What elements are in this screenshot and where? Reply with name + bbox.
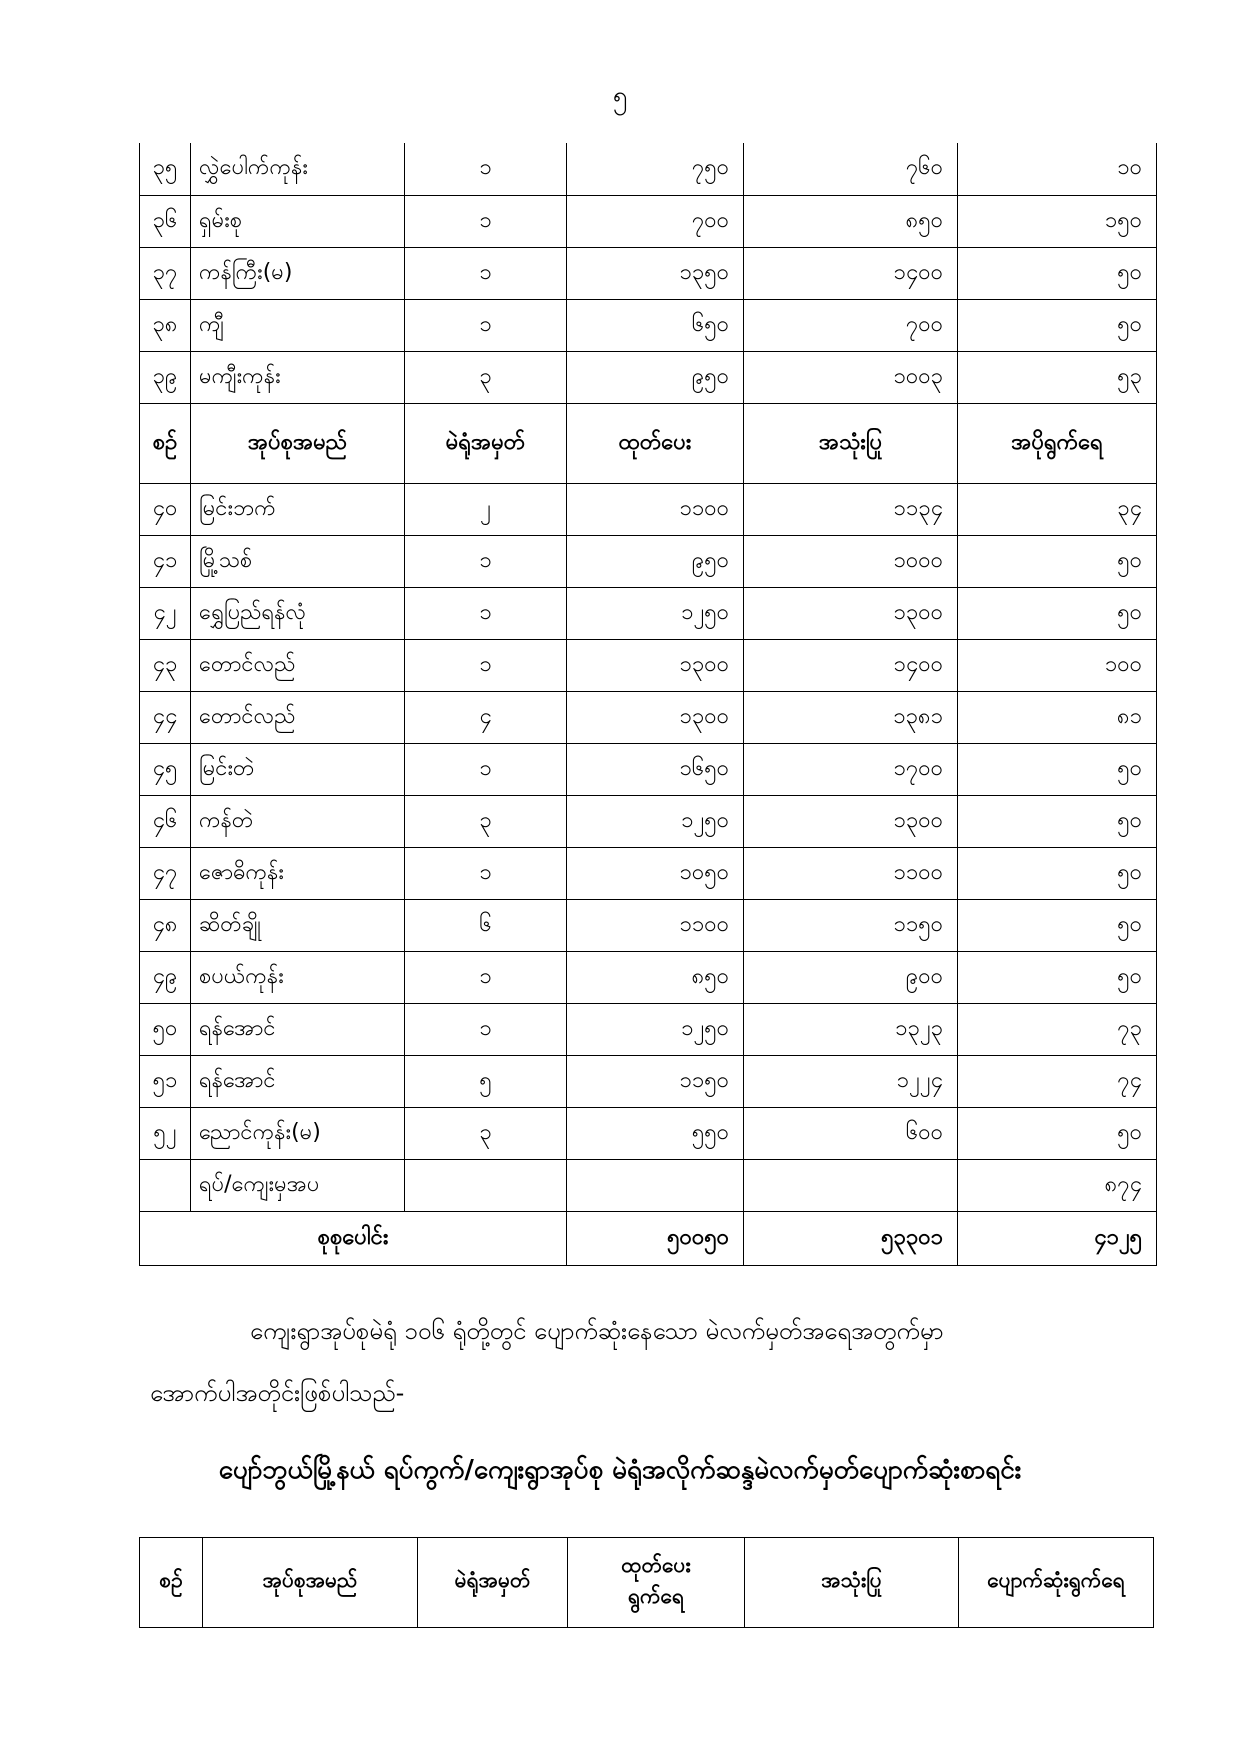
cell-surplus: ၃၄: [958, 483, 1157, 535]
cell-issued: ၁၂၅၀: [567, 1003, 744, 1055]
table-row-subtotal: [140, 1159, 1157, 1211]
cell-ward: ၂: [405, 483, 567, 535]
table-header-row: [140, 403, 1157, 483]
cell-issued: ၁၀၅၀: [567, 847, 744, 899]
cell-issued: ၁၃၀၀: [567, 691, 744, 743]
cell-name: ရှမ်းစု: [191, 195, 405, 247]
cell-no: ၅၀: [140, 1003, 191, 1055]
table-row: [140, 587, 1157, 639]
cell-ward: ၁: [405, 587, 567, 639]
cell-issued: ၁၃၅၀: [567, 247, 744, 299]
table-row: [140, 299, 1157, 351]
cell-surplus: ၅၀: [958, 951, 1157, 1003]
cell-used: ၁၁၀၀: [744, 847, 958, 899]
paragraph-line-1: [150, 1300, 1155, 1362]
cell-surplus: ၅၀: [958, 847, 1157, 899]
cell-no: ၄၉: [140, 951, 191, 1003]
table-row: [140, 743, 1157, 795]
table-row: [140, 195, 1157, 247]
cell-no: ၄၄: [140, 691, 191, 743]
table-row: [140, 483, 1157, 535]
cell-used: ၁၀၀၀: [744, 535, 958, 587]
header-used: အသုံးပြု: [745, 1538, 959, 1628]
cell-issued: ၁၆၅၀: [567, 743, 744, 795]
cell-used: ၁၃၀၀: [744, 587, 958, 639]
cell-used: ၁၁၃၄: [744, 483, 958, 535]
cell-no: ၄၃: [140, 639, 191, 691]
cell-issued: ၁၁၀၀: [567, 483, 744, 535]
table-row: [140, 1107, 1157, 1159]
header-ward: မဲရုံအမှတ်: [418, 1538, 568, 1628]
cell-surplus: ၅၀: [958, 535, 1157, 587]
cell-no: ၄၂: [140, 587, 191, 639]
cell-ward: ၁: [405, 535, 567, 587]
total-surplus: ၄၁၂၅: [958, 1211, 1157, 1265]
cell-no: ၃၉: [140, 351, 191, 403]
cell-issued: ၁၂၅၀: [567, 795, 744, 847]
cell-issued: [567, 1159, 744, 1211]
header-no: စဉ်: [140, 403, 191, 483]
cell-ward: ၃: [405, 351, 567, 403]
header-issued-line-2: ရွက်ရေ: [627, 1583, 685, 1608]
cell-surplus: ၅၀: [958, 587, 1157, 639]
cell-ward: ၁: [405, 847, 567, 899]
cell-name: မြင်းဘက်: [191, 483, 405, 535]
cell-no: ၄၀: [140, 483, 191, 535]
cell-surplus: ၅၀: [958, 1107, 1157, 1159]
cell-name: မကျီးကုန်း: [191, 351, 405, 403]
cell-ward: ၄: [405, 691, 567, 743]
header-no: စဉ်: [140, 1538, 203, 1628]
table-row: [140, 951, 1157, 1003]
total-used: ၅၃၃၀၁: [744, 1211, 958, 1265]
cell-name: မြို့သစ်: [191, 535, 405, 587]
table-row: [140, 691, 1157, 743]
table-row: [140, 1003, 1157, 1055]
cell-name: လွှဲပေါက်ကုန်း: [191, 143, 405, 195]
cell-ward: ၁: [405, 247, 567, 299]
table-row: [140, 795, 1157, 847]
cell-issued: ၈၅၀: [567, 951, 744, 1003]
cell-issued: ၁၁၀၀: [567, 899, 744, 951]
cell-surplus: ၁၀: [958, 143, 1157, 195]
cell-issued: ၅၅၀: [567, 1107, 744, 1159]
cell-used: ၆၀၀: [744, 1107, 958, 1159]
cell-name: ကန်တဲ: [191, 795, 405, 847]
cell-no: ၃၈: [140, 299, 191, 351]
cell-surplus: ၅၀: [958, 743, 1157, 795]
cell-surplus: ၁၅၀: [958, 195, 1157, 247]
table-row: [140, 847, 1157, 899]
cell-name: မြင်းတဲ: [191, 743, 405, 795]
cell-no: ၄၇: [140, 847, 191, 899]
cell-name: ရွှေပြည်ရန်လုံ: [191, 587, 405, 639]
cell-surplus: ၅၀: [958, 247, 1157, 299]
cell-used: ၁၃၂၃: [744, 1003, 958, 1055]
table-row: [140, 351, 1157, 403]
header-issued: [568, 1538, 745, 1628]
header-surplus: အပိုရွက်ရေ: [958, 403, 1157, 483]
cell-surplus: ၈၇၄: [958, 1159, 1157, 1211]
cell-no: ၄၆: [140, 795, 191, 847]
section-heading: ပျော်ဘွယ်မြို့နယ် ရပ်ကွက်/ကျေးရွာအုပ်စု မဲရုံအလိုက်ဆန္ဒမဲလက်မှတ်ပျောက်ဆုံးစာရင်း: [218, 1455, 1022, 1485]
cell-used: ၇၆၀: [744, 143, 958, 195]
table-row: [140, 143, 1157, 195]
cell-surplus: ၈၁: [958, 691, 1157, 743]
cell-used: ၁၁၅၀: [744, 899, 958, 951]
cell-ward: ၁: [405, 743, 567, 795]
cell-used: ၈၅၀: [744, 195, 958, 247]
cell-name: ရန်အောင်: [191, 1003, 405, 1055]
cell-no: [140, 1159, 191, 1211]
cell-used: ၁၃၀၀: [744, 795, 958, 847]
cell-name: ဆိတ်ချို: [191, 899, 405, 951]
cell-surplus: ၇၄: [958, 1055, 1157, 1107]
cell-used: ၁၃၈၁: [744, 691, 958, 743]
total-issued: ၅၀၀၅၀: [567, 1211, 744, 1265]
cell-no: ၄၅: [140, 743, 191, 795]
cell-used: ၇၀၀: [744, 299, 958, 351]
cell-used: ၁၀၀၃: [744, 351, 958, 403]
cell-ward: ၃: [405, 795, 567, 847]
cell-no: ၅၁: [140, 1055, 191, 1107]
cell-used: ၉၀၀: [744, 951, 958, 1003]
cell-ward: ၁: [405, 951, 567, 1003]
table-row: [140, 247, 1157, 299]
total-label: စုစုပေါင်း: [140, 1211, 567, 1265]
cell-ward: ၁: [405, 299, 567, 351]
missing-ballots-paragraph: [150, 1300, 1155, 1424]
cell-name: တောင်လည်: [191, 639, 405, 691]
header-issued-line-1: ထုတ်ပေး: [621, 1552, 691, 1577]
cell-ward: ၆: [405, 899, 567, 951]
cell-surplus: ၅၀: [958, 299, 1157, 351]
cell-issued: ၉၅၀: [567, 351, 744, 403]
table-row: [140, 639, 1157, 691]
cell-surplus: ၅၃: [958, 351, 1157, 403]
header-lost: ပျောက်ဆုံးရွက်ရေ: [959, 1538, 1154, 1628]
cell-name: ရန်အောင်: [191, 1055, 405, 1107]
cell-no: ၅၂: [140, 1107, 191, 1159]
cell-ward: ၁: [405, 143, 567, 195]
cell-name: ကျီ: [191, 299, 405, 351]
cell-surplus: ၁၀၀: [958, 639, 1157, 691]
cell-issued: ၉၅၀: [567, 535, 744, 587]
cell-no: ၄၈: [140, 899, 191, 951]
ballot-ledger-table: [139, 143, 1157, 1266]
header-issued: ထုတ်ပေး: [567, 403, 744, 483]
cell-ward: ၁: [405, 639, 567, 691]
cell-issued: ၆၅၀: [567, 299, 744, 351]
table-row: [140, 1055, 1157, 1107]
cell-no: ၃၅: [140, 143, 191, 195]
cell-used: ၁၄၀၀: [744, 639, 958, 691]
cell-name: ညောင်ကုန်း(မ): [191, 1107, 405, 1159]
table-row: [140, 535, 1157, 587]
cell-used: ၁၇၀၀: [744, 743, 958, 795]
cell-surplus: ၅၀: [958, 795, 1157, 847]
cell-used: [744, 1159, 958, 1211]
cell-name: ဇောဓိကုန်း: [191, 847, 405, 899]
header-ward: မဲရုံအမှတ်: [405, 403, 567, 483]
cell-name: ရပ်/ကျေးမှအပ: [191, 1159, 405, 1211]
cell-ward: ၁: [405, 1003, 567, 1055]
cell-ward: ၅: [405, 1055, 567, 1107]
cell-no: ၄၁: [140, 535, 191, 587]
header-name: အုပ်စုအမည်: [191, 403, 405, 483]
page-number: ၅: [612, 81, 628, 111]
cell-no: ၃၆: [140, 195, 191, 247]
cell-no: ၃၇: [140, 247, 191, 299]
cell-issued: ၁၁၅၀: [567, 1055, 744, 1107]
paragraph-text-1: ကျေးရွာအုပ်စုမဲရုံ ၁၀၆ ရုံတို့တွင် ပျောက်ဆုံးနေသော မဲလက်မှတ်အရေအတွက်မှာ: [250, 1317, 944, 1345]
lost-ballots-table: [139, 1537, 1154, 1628]
header-name: အုပ်စုအမည်: [203, 1538, 418, 1628]
table-row: [140, 899, 1157, 951]
cell-issued: ၇၅၀: [567, 143, 744, 195]
cell-ward: [405, 1159, 567, 1211]
cell-issued: ၇၀၀: [567, 195, 744, 247]
cell-name: တောင်လည်: [191, 691, 405, 743]
cell-surplus: ၇၃: [958, 1003, 1157, 1055]
cell-issued: ၁၂၅၀: [567, 587, 744, 639]
cell-issued: ၁၃၀၀: [567, 639, 744, 691]
total-row: [140, 1211, 1157, 1265]
cell-ward: ၁: [405, 195, 567, 247]
cell-ward: ၃: [405, 1107, 567, 1159]
cell-surplus: ၅၀: [958, 899, 1157, 951]
paragraph-line-2: အောက်ပါအတိုင်းဖြစ်ပါသည်-: [150, 1379, 405, 1407]
cell-used: ၁၂၂၄: [744, 1055, 958, 1107]
cell-name: ကန်ကြီး(မ): [191, 247, 405, 299]
header-used: အသုံးပြု: [744, 403, 958, 483]
cell-name: စပယ်ကုန်း: [191, 951, 405, 1003]
table-header-row: [140, 1538, 1154, 1628]
cell-used: ၁၄၀၀: [744, 247, 958, 299]
